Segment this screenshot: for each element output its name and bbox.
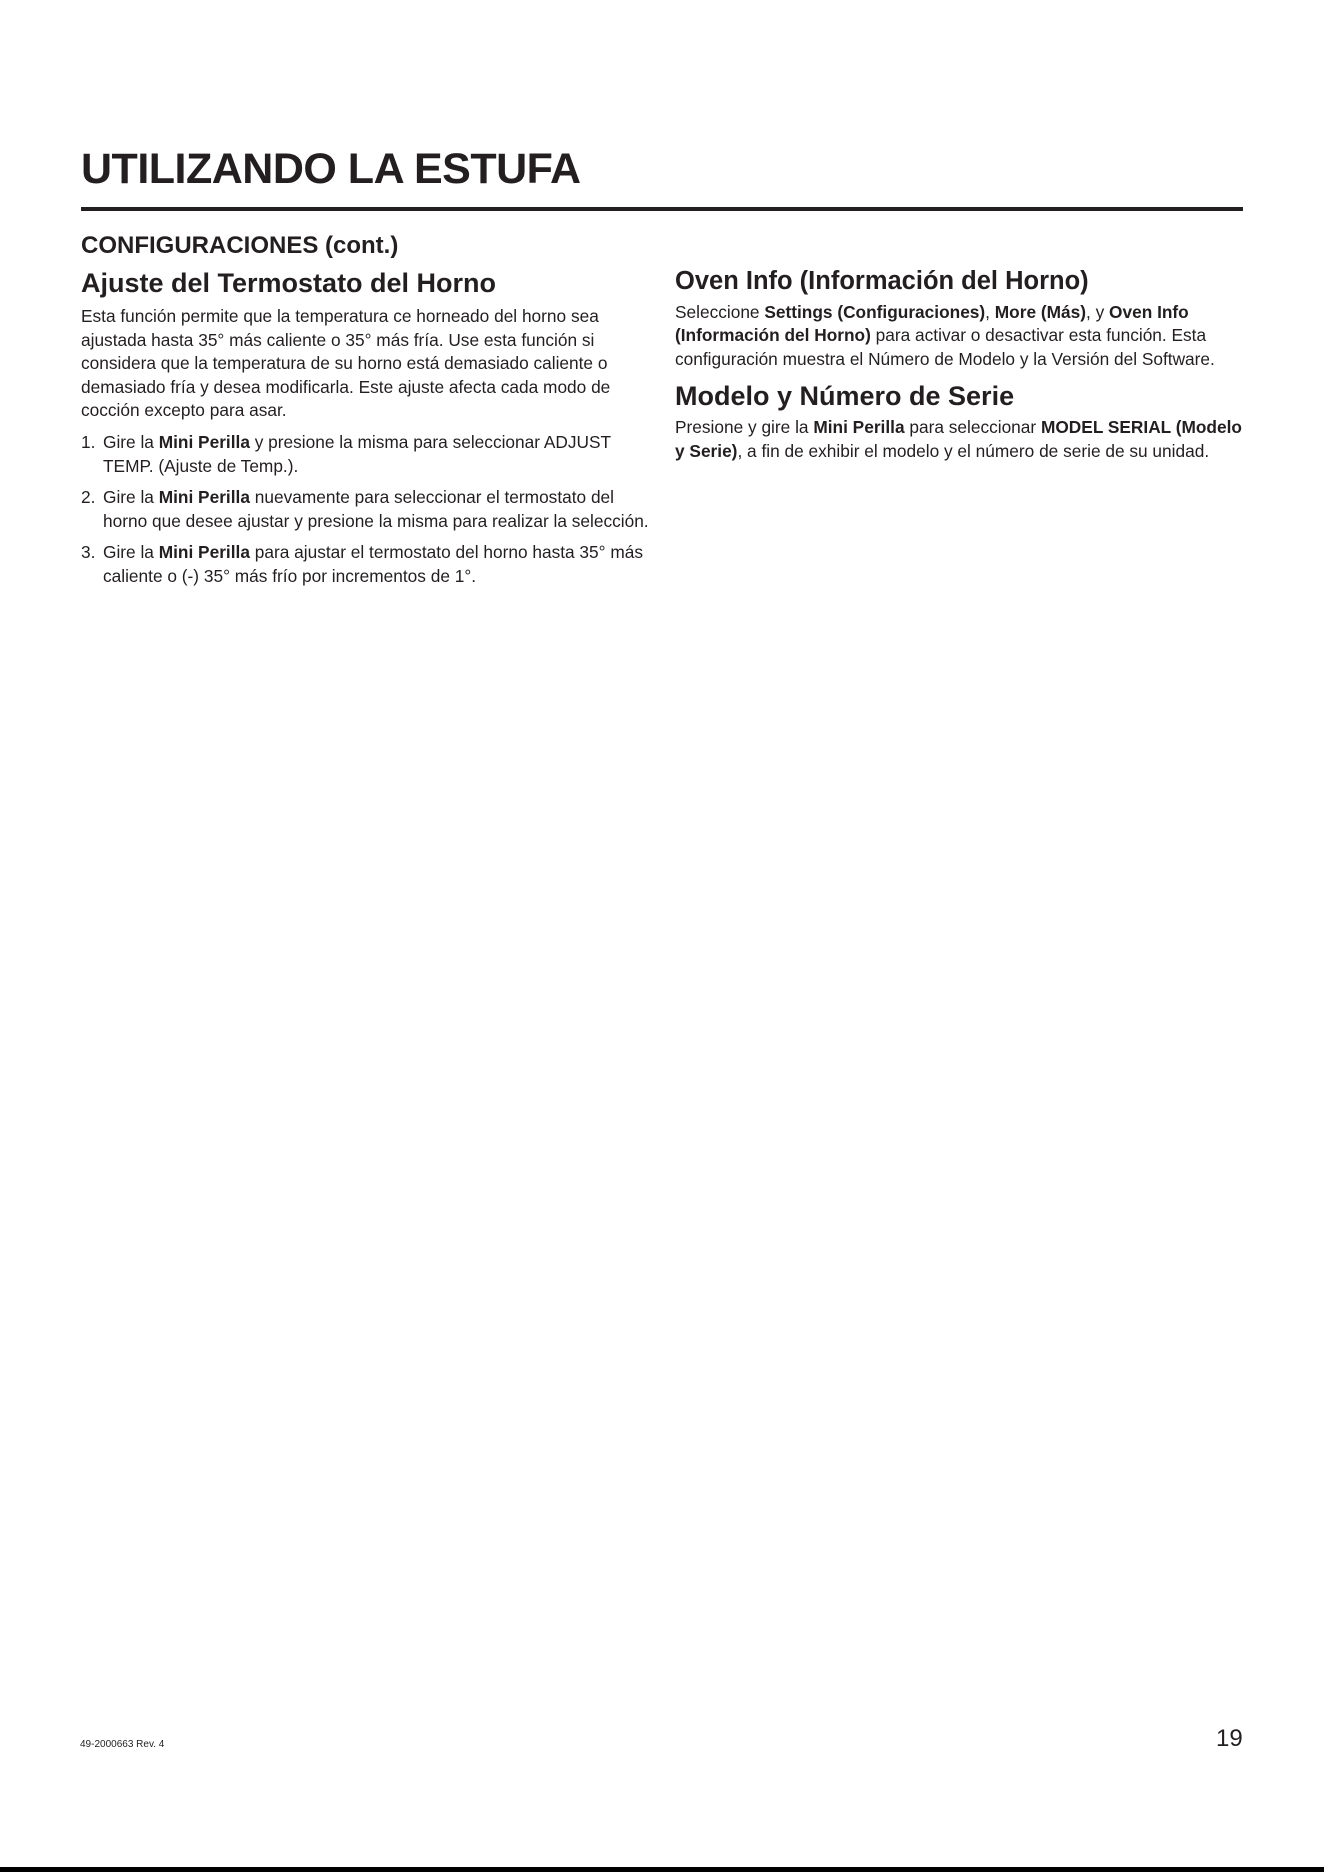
step-item — [81, 431, 651, 478]
step-text-pre: Gire la — [103, 431, 159, 452]
model-serial-text-3: , a fin de exhibir el modelo y el número de serie de su unidad. — [737, 440, 1210, 461]
oven-info-text — [675, 301, 1245, 372]
step-text-post: para ajustar el termostato del horno hasta 35° más caliente o (-) 35° más frío por incrementos de 1°. — [103, 542, 644, 586]
model-serial-text-1: Presione y gire la — [675, 417, 814, 438]
step-item — [81, 486, 651, 533]
step-number: 3. — [81, 542, 96, 563]
step-text-post: nuevamente para seleccionar el termostato del horno que desee ajustar y presione la misma para realizar la selección. — [103, 487, 649, 531]
document-code: 49-2000663 Rev. 4 — [80, 1739, 165, 1750]
step-item — [81, 541, 651, 588]
step-text-bold: Mini Perilla — [158, 431, 250, 452]
oven-thermostat-intro: Esta función permite que la temperatura ce horneado del horno sea ajustada hasta 35° más caliente o 35° más fría. Use esta función si considera que la temperatura de su horno está demasiado caliente o demasiado fría y desea modificarla. Este ajuste afecta cada modo de cocción excepto para asar. — [81, 306, 611, 421]
oven-thermostat-heading: Ajuste del Termostato del Horno — [81, 268, 497, 298]
right-column — [675, 269, 1245, 463]
model-serial-bold-1: Mini Perilla — [813, 417, 905, 438]
title-rule — [81, 207, 1243, 211]
step-number: 1. — [81, 431, 96, 452]
step-text-pre: Gire la — [103, 542, 159, 563]
oven-info-bold-3: Oven Info (Información del Horno) — [675, 301, 1189, 346]
left-column — [81, 270, 651, 589]
step-text-bold: Mini Perilla — [158, 487, 250, 508]
oven-info-text-4: para activar o desactivar esta función. Esta configuración muestra el Número de Modelo y la Versión del Software. — [675, 325, 1215, 369]
model-serial-heading: Modelo y Número de Serie — [675, 381, 1015, 412]
oven-info-heading: Oven Info (Información del Horno) — [675, 267, 1089, 295]
oven-info-bold-1: Settings (Configuraciones) — [764, 301, 986, 322]
section-label: CONFIGURACIONES (cont.) — [81, 232, 399, 259]
adjust-steps-list — [81, 431, 651, 589]
oven-info-text-3: , y — [1086, 301, 1110, 322]
oven-info-text-1: Seleccione — [675, 301, 765, 322]
bottom-edge-bar — [0, 1867, 1324, 1872]
model-serial-text — [675, 416, 1245, 463]
step-text-bold: Mini Perilla — [158, 542, 250, 563]
page-number: 19 — [1216, 1725, 1243, 1752]
model-serial-text-2: para seleccionar — [904, 417, 1041, 438]
step-text-post: y presione la misma para seleccionar ADJUST TEMP. (Ajuste de Temp.). — [103, 431, 611, 476]
step-text-pre: Gire la — [103, 487, 159, 508]
step-number: 2. — [81, 487, 96, 508]
page-title: UTILIZANDO LA ESTUFA — [81, 145, 581, 193]
oven-info-text-2: , — [985, 301, 995, 322]
oven-info-bold-2: More (Más) — [994, 301, 1086, 322]
model-serial-bold-2: MODEL SERIAL (Modelo y Serie) — [675, 417, 1242, 461]
